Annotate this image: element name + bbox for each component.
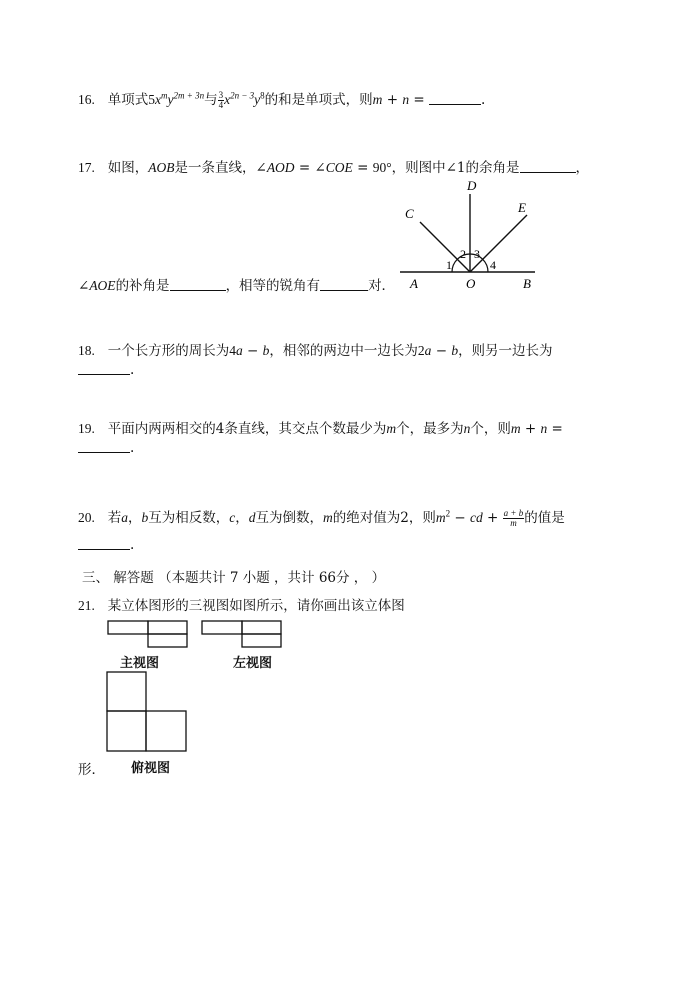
answer-blank xyxy=(320,290,368,291)
question-18-line2: . xyxy=(78,362,134,378)
label-o: O xyxy=(466,276,476,291)
question-number: 16. xyxy=(78,92,95,107)
question-16: 16. 单项式$5x^my^{2m + 3n}$与 $\frac{3}{4}$ $x^{2n - 3}y^8$的和是单项式，则m + n = . xyxy=(78,90,486,110)
question-text: 的和是单项式，则 xyxy=(264,92,373,108)
label-e: E xyxy=(518,200,526,215)
label-b: B xyxy=(523,276,531,291)
section-title: 三、 解答题 （本题共计 7 小题 ，共计 66分 ， ） xyxy=(82,570,386,586)
answer-blank xyxy=(170,290,226,291)
angle-label-1: 1 xyxy=(446,258,452,272)
question-number: 21. xyxy=(78,598,95,613)
answer-blank xyxy=(429,104,481,105)
question-20: 20. 若a，b互为相反数，c，d互为倒数，m的绝对值为2，则$m^2$ − cd + $\frac{a + b}{m}$ 的值是 xyxy=(78,508,565,528)
question-number: 19. xyxy=(78,421,95,436)
label-c: C xyxy=(405,206,414,221)
angle-label-2: 2 xyxy=(460,247,466,261)
question-text: 单项式 xyxy=(107,92,149,108)
label-d: D xyxy=(467,178,477,193)
answer-blank xyxy=(520,172,576,173)
question-18: 18. 一个长方形的周长为4a − b，相邻的两边中一边长为2a − b，则另一边长为 xyxy=(78,343,553,359)
label-a: A xyxy=(410,276,418,291)
question-number: 18. xyxy=(78,343,95,358)
question-19-line2: . xyxy=(78,440,134,456)
angle-label-4: 4 xyxy=(490,258,496,272)
question-17: 17. 如图，AOB是一条直线，∠AOD = ∠COE = 90°，则图中∠1的余角是 ， xyxy=(78,160,589,176)
question-20-line2: . xyxy=(78,537,134,553)
question-21 xyxy=(78,594,405,614)
angle-label-3: 3 xyxy=(474,247,480,261)
question-19: 19. 平面内两两相交的4条直线，其交点个数最少为m个，最多为n个，则m + n = xyxy=(78,421,563,437)
question-number: 20. xyxy=(78,510,95,525)
question-text: 某立体图形的三视图如图所示，请你画出该立体图 xyxy=(107,598,405,614)
top-view-label: 俯视图 xyxy=(131,761,171,776)
question-21-continued: 形． xyxy=(78,762,105,778)
answer-blank xyxy=(78,452,130,453)
answer-blank xyxy=(78,549,130,550)
question-17-line2: ∠AOE的补角是 ，相等的锐角有 对． xyxy=(78,278,396,294)
left-view-drawing xyxy=(201,620,283,650)
top-view-drawing xyxy=(106,671,188,753)
question-number: 17. xyxy=(78,160,95,175)
answer-blank xyxy=(78,374,130,375)
angle-diagram xyxy=(400,178,550,293)
front-view-label: 主视图 xyxy=(120,656,160,671)
front-view-drawing xyxy=(107,620,189,650)
left-view-label: 左视图 xyxy=(233,656,273,671)
